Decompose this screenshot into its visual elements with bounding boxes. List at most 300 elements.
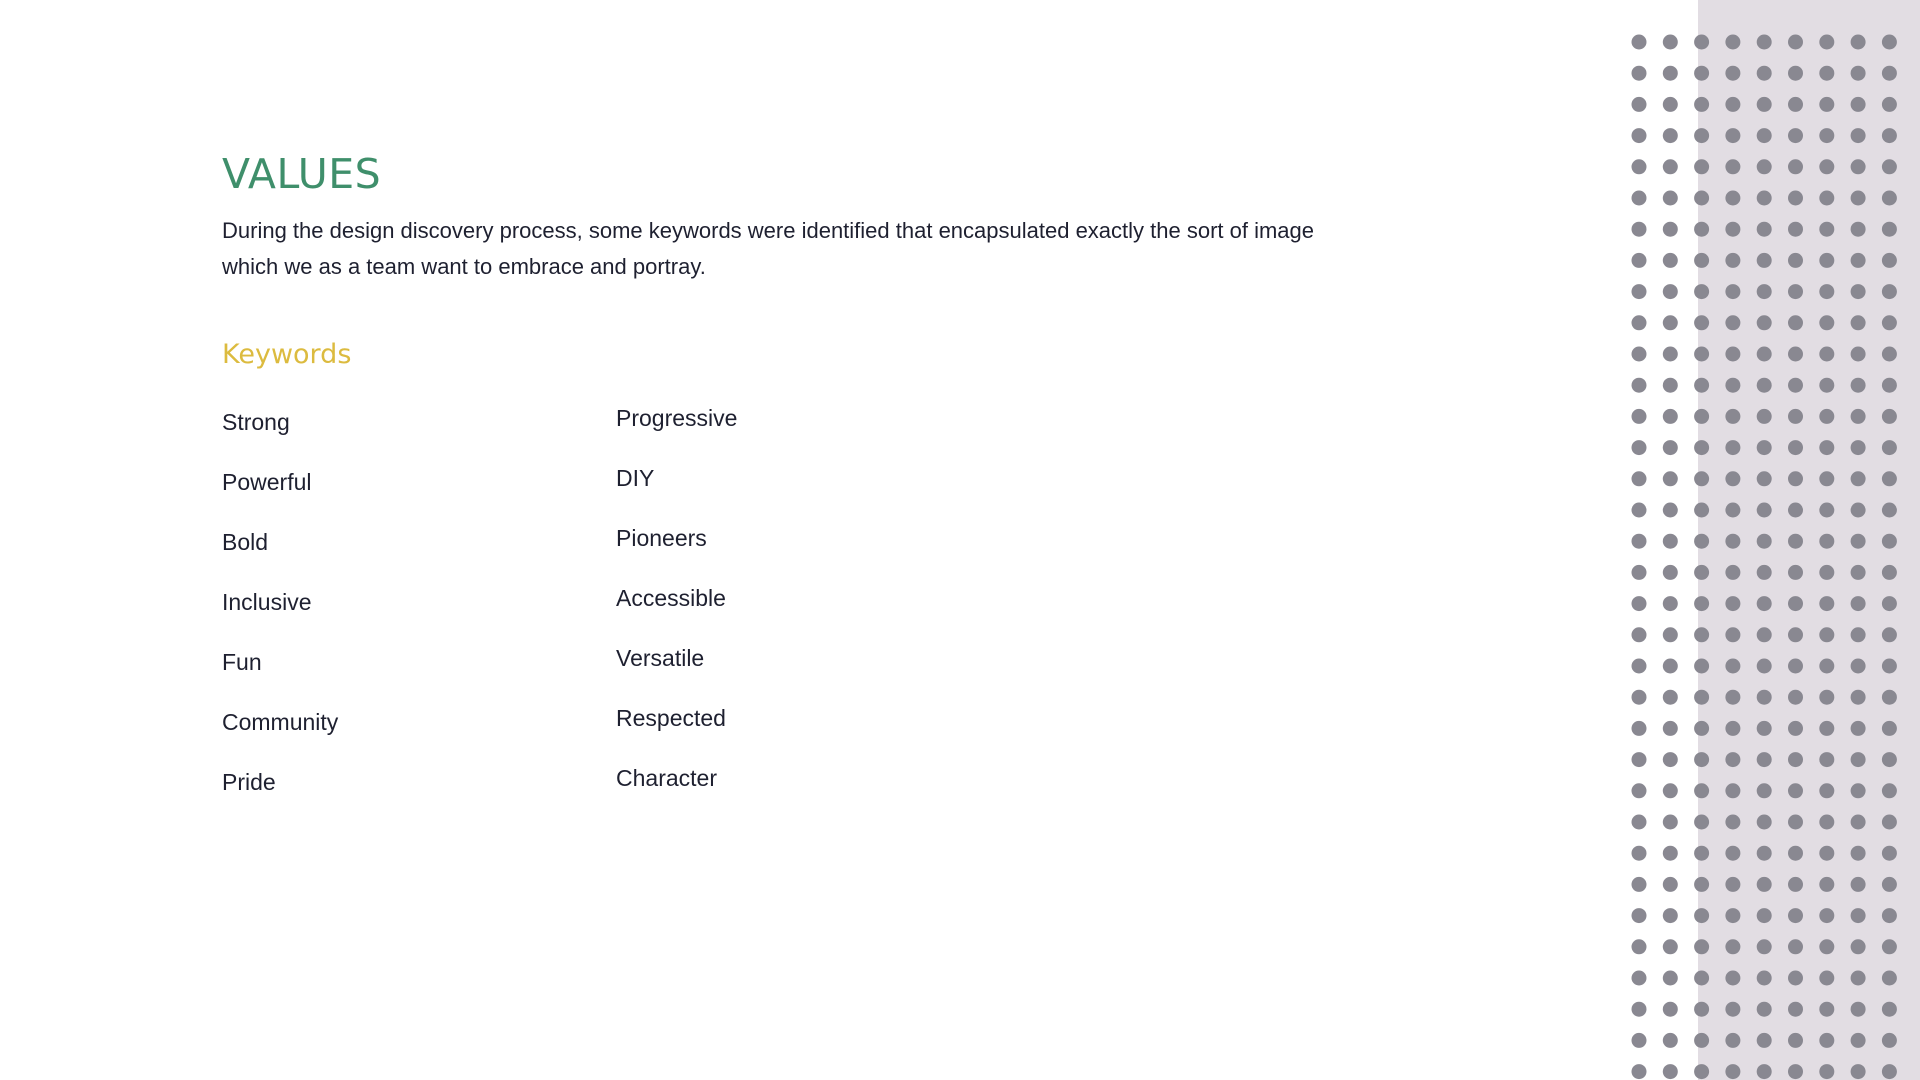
pattern-dot bbox=[1882, 191, 1897, 206]
pattern-dot bbox=[1663, 66, 1678, 81]
pattern-dot bbox=[1632, 1033, 1647, 1048]
pattern-dot bbox=[1851, 66, 1866, 81]
pattern-dot bbox=[1663, 815, 1678, 830]
pattern-dot bbox=[1694, 1064, 1709, 1079]
pattern-dot bbox=[1882, 783, 1897, 798]
pattern-dot bbox=[1757, 1002, 1772, 1017]
pattern-dot bbox=[1882, 503, 1897, 518]
pattern-dot bbox=[1632, 503, 1647, 518]
pattern-dot bbox=[1851, 534, 1866, 549]
pattern-dot bbox=[1851, 752, 1866, 767]
pattern-dot bbox=[1694, 1002, 1709, 1017]
pattern-dot bbox=[1882, 35, 1897, 50]
pattern-dot bbox=[1663, 503, 1678, 518]
pattern-dot bbox=[1851, 440, 1866, 455]
pattern-dot bbox=[1757, 222, 1772, 237]
pattern-dot bbox=[1757, 846, 1772, 861]
pattern-dot bbox=[1851, 191, 1866, 206]
pattern-dot bbox=[1725, 97, 1740, 112]
pattern-dot bbox=[1632, 222, 1647, 237]
pattern-dot bbox=[1819, 565, 1834, 580]
pattern-dot bbox=[1663, 659, 1678, 674]
pattern-dot bbox=[1694, 440, 1709, 455]
pattern-dot bbox=[1694, 66, 1709, 81]
pattern-dot bbox=[1882, 908, 1897, 923]
pattern-dot bbox=[1663, 315, 1678, 330]
pattern-dot bbox=[1725, 1033, 1740, 1048]
pattern-dot bbox=[1725, 783, 1740, 798]
pattern-dot bbox=[1632, 35, 1647, 50]
pattern-dot bbox=[1882, 128, 1897, 143]
pattern-dot bbox=[1757, 378, 1772, 393]
pattern-dot bbox=[1663, 378, 1678, 393]
pattern-dot bbox=[1851, 690, 1866, 705]
pattern-dot bbox=[1694, 159, 1709, 174]
pattern-dot bbox=[1632, 471, 1647, 486]
pattern-dot bbox=[1819, 253, 1834, 268]
keyword-item: Progressive bbox=[616, 405, 738, 431]
pattern-dot bbox=[1632, 846, 1647, 861]
pattern-dot bbox=[1788, 159, 1803, 174]
pattern-dot bbox=[1632, 752, 1647, 767]
keyword-item: Pioneers bbox=[616, 525, 707, 551]
pattern-dot bbox=[1663, 253, 1678, 268]
pattern-dot bbox=[1757, 97, 1772, 112]
pattern-dot bbox=[1757, 752, 1772, 767]
pattern-dot bbox=[1632, 253, 1647, 268]
pattern-dot bbox=[1788, 471, 1803, 486]
pattern-dot bbox=[1632, 908, 1647, 923]
pattern-dot bbox=[1819, 347, 1834, 362]
pattern-dot bbox=[1725, 627, 1740, 642]
pattern-dot bbox=[1788, 35, 1803, 50]
pattern-dot bbox=[1725, 66, 1740, 81]
pattern-dot bbox=[1632, 66, 1647, 81]
pattern-dot bbox=[1632, 347, 1647, 362]
pattern-dot bbox=[1725, 253, 1740, 268]
pattern-dot bbox=[1882, 690, 1897, 705]
pattern-dot bbox=[1851, 783, 1866, 798]
pattern-dot bbox=[1725, 1002, 1740, 1017]
pattern-dot bbox=[1725, 284, 1740, 299]
pattern-dot bbox=[1694, 815, 1709, 830]
pattern-dot bbox=[1819, 783, 1834, 798]
pattern-dot bbox=[1694, 565, 1709, 580]
pattern-dot bbox=[1725, 752, 1740, 767]
pattern-dot bbox=[1882, 159, 1897, 174]
pattern-dot bbox=[1819, 752, 1834, 767]
pattern-dot bbox=[1725, 534, 1740, 549]
pattern-dot bbox=[1819, 97, 1834, 112]
pattern-dot bbox=[1757, 128, 1772, 143]
pattern-dot bbox=[1694, 846, 1709, 861]
pattern-dot bbox=[1757, 284, 1772, 299]
pattern-dot bbox=[1757, 191, 1772, 206]
pattern-dot bbox=[1788, 939, 1803, 954]
pattern-dot bbox=[1882, 846, 1897, 861]
pattern-dot bbox=[1663, 752, 1678, 767]
pattern-dot bbox=[1851, 877, 1866, 892]
pattern-dot bbox=[1851, 128, 1866, 143]
pattern-dot bbox=[1851, 721, 1866, 736]
pattern-dot bbox=[1694, 284, 1709, 299]
pattern-dot bbox=[1663, 971, 1678, 986]
pattern-dot bbox=[1725, 315, 1740, 330]
intro-paragraph: During the design discovery process, some keywords were identified that encapsulated exactly the sort of image which we as a team want to embrace and portray. bbox=[222, 218, 1315, 279]
pattern-dot bbox=[1663, 939, 1678, 954]
keyword-item: Strong bbox=[222, 409, 290, 435]
pattern-dot bbox=[1819, 66, 1834, 81]
pattern-dot bbox=[1663, 908, 1678, 923]
pattern-dot bbox=[1725, 877, 1740, 892]
pattern-dot bbox=[1663, 284, 1678, 299]
pattern-dot bbox=[1694, 971, 1709, 986]
pattern-dot bbox=[1757, 596, 1772, 611]
keywords-heading: Keywords bbox=[222, 339, 352, 370]
pattern-dot bbox=[1851, 159, 1866, 174]
pattern-dot bbox=[1788, 815, 1803, 830]
pattern-dot bbox=[1882, 315, 1897, 330]
pattern-dot bbox=[1694, 659, 1709, 674]
pattern-dot bbox=[1819, 1064, 1834, 1079]
pattern-dot bbox=[1663, 97, 1678, 112]
pattern-dot bbox=[1788, 191, 1803, 206]
pattern-dot bbox=[1819, 534, 1834, 549]
pattern-dot bbox=[1694, 721, 1709, 736]
pattern-dot bbox=[1663, 191, 1678, 206]
pattern-dot bbox=[1757, 877, 1772, 892]
pattern-dot bbox=[1788, 97, 1803, 112]
pattern-dot bbox=[1725, 471, 1740, 486]
pattern-dot bbox=[1632, 440, 1647, 455]
keyword-item: Fun bbox=[222, 649, 262, 675]
pattern-dot bbox=[1757, 627, 1772, 642]
pattern-dot bbox=[1788, 440, 1803, 455]
pattern-dot bbox=[1819, 1033, 1834, 1048]
pattern-dot bbox=[1694, 128, 1709, 143]
pattern-dot bbox=[1788, 503, 1803, 518]
pattern-dot bbox=[1694, 1033, 1709, 1048]
pattern-dot bbox=[1851, 315, 1866, 330]
pattern-dot bbox=[1694, 939, 1709, 954]
pattern-dot bbox=[1632, 97, 1647, 112]
pattern-dot bbox=[1632, 128, 1647, 143]
pattern-dot bbox=[1757, 409, 1772, 424]
pattern-dot bbox=[1757, 315, 1772, 330]
pattern-dot bbox=[1757, 35, 1772, 50]
pattern-dot bbox=[1632, 627, 1647, 642]
pattern-dot bbox=[1663, 721, 1678, 736]
pattern-dot bbox=[1788, 409, 1803, 424]
pattern-dot bbox=[1819, 596, 1834, 611]
pattern-dot bbox=[1788, 846, 1803, 861]
pattern-dot bbox=[1663, 409, 1678, 424]
pattern-dot bbox=[1882, 1002, 1897, 1017]
pattern-dot bbox=[1725, 191, 1740, 206]
pattern-dot bbox=[1851, 627, 1866, 642]
pattern-dot bbox=[1788, 534, 1803, 549]
keyword-item: Character bbox=[616, 765, 717, 791]
pattern-dot bbox=[1663, 596, 1678, 611]
pattern-dot bbox=[1757, 908, 1772, 923]
pattern-dot bbox=[1788, 128, 1803, 143]
pattern-dot bbox=[1819, 503, 1834, 518]
pattern-dot bbox=[1757, 471, 1772, 486]
pattern-dot bbox=[1694, 97, 1709, 112]
pattern-dot bbox=[1694, 347, 1709, 362]
pattern-dot bbox=[1632, 659, 1647, 674]
pattern-dot bbox=[1819, 471, 1834, 486]
pattern-dot bbox=[1725, 721, 1740, 736]
pattern-dot bbox=[1819, 284, 1834, 299]
pattern-dot bbox=[1663, 690, 1678, 705]
pattern-dot bbox=[1757, 159, 1772, 174]
pattern-dot bbox=[1663, 1064, 1678, 1079]
pattern-dot bbox=[1663, 35, 1678, 50]
pattern-dot bbox=[1632, 159, 1647, 174]
pattern-dot bbox=[1819, 815, 1834, 830]
pattern-dot bbox=[1725, 440, 1740, 455]
pattern-dot bbox=[1663, 877, 1678, 892]
pattern-dot bbox=[1663, 159, 1678, 174]
pattern-dot bbox=[1757, 66, 1772, 81]
pattern-dot bbox=[1694, 409, 1709, 424]
keyword-item: DIY bbox=[616, 465, 655, 491]
pattern-dot bbox=[1882, 1064, 1897, 1079]
pattern-dot bbox=[1788, 596, 1803, 611]
pattern-dot bbox=[1757, 1033, 1772, 1048]
pattern-dot bbox=[1882, 659, 1897, 674]
pattern-dot bbox=[1851, 378, 1866, 393]
pattern-dot bbox=[1632, 315, 1647, 330]
pattern-dot bbox=[1632, 877, 1647, 892]
pattern-dot bbox=[1819, 159, 1834, 174]
pattern-dot bbox=[1819, 690, 1834, 705]
keyword-item: Versatile bbox=[616, 645, 705, 671]
pattern-dot bbox=[1694, 908, 1709, 923]
pattern-dot bbox=[1882, 284, 1897, 299]
pattern-dot bbox=[1725, 690, 1740, 705]
pattern-dot bbox=[1819, 222, 1834, 237]
pattern-dot bbox=[1725, 378, 1740, 393]
pattern-dot bbox=[1694, 315, 1709, 330]
pattern-dot bbox=[1632, 1002, 1647, 1017]
pattern-dot bbox=[1694, 690, 1709, 705]
pattern-dot bbox=[1632, 939, 1647, 954]
pattern-dot bbox=[1788, 315, 1803, 330]
pattern-dot bbox=[1882, 534, 1897, 549]
pattern-dot bbox=[1851, 222, 1866, 237]
pattern-dot bbox=[1819, 939, 1834, 954]
pattern-dot bbox=[1694, 627, 1709, 642]
pattern-dot bbox=[1788, 627, 1803, 642]
pattern-dot bbox=[1663, 534, 1678, 549]
pattern-dot bbox=[1819, 659, 1834, 674]
pattern-dot bbox=[1757, 659, 1772, 674]
pattern-dot bbox=[1882, 596, 1897, 611]
pattern-dot bbox=[1694, 471, 1709, 486]
pattern-dot bbox=[1632, 565, 1647, 580]
pattern-dot bbox=[1725, 846, 1740, 861]
pattern-dot bbox=[1882, 471, 1897, 486]
pattern-dot bbox=[1757, 1064, 1772, 1079]
pattern-dot bbox=[1882, 347, 1897, 362]
pattern-dot bbox=[1788, 752, 1803, 767]
pattern-dot bbox=[1757, 253, 1772, 268]
pattern-dot bbox=[1788, 222, 1803, 237]
pattern-dot bbox=[1851, 503, 1866, 518]
pattern-dot bbox=[1632, 596, 1647, 611]
pattern-dot bbox=[1663, 1033, 1678, 1048]
pattern-dot bbox=[1632, 284, 1647, 299]
keyword-item: Community bbox=[222, 709, 339, 735]
keyword-item: Pride bbox=[222, 769, 276, 795]
pattern-dot bbox=[1882, 752, 1897, 767]
pattern-dot bbox=[1851, 1002, 1866, 1017]
pattern-dot bbox=[1819, 1002, 1834, 1017]
pattern-dot bbox=[1757, 783, 1772, 798]
pattern-dot bbox=[1851, 347, 1866, 362]
pattern-dot bbox=[1851, 1033, 1866, 1048]
pattern-dot bbox=[1851, 596, 1866, 611]
pattern-dot bbox=[1757, 815, 1772, 830]
pattern-dot bbox=[1882, 971, 1897, 986]
keyword-item: Bold bbox=[222, 529, 269, 555]
pattern-dot bbox=[1851, 659, 1866, 674]
pattern-dot bbox=[1788, 66, 1803, 81]
pattern-dot bbox=[1757, 503, 1772, 518]
pattern-dot bbox=[1663, 783, 1678, 798]
pattern-dot bbox=[1882, 1033, 1897, 1048]
pattern-dot bbox=[1788, 1033, 1803, 1048]
pattern-dot bbox=[1663, 846, 1678, 861]
pattern-dot bbox=[1819, 191, 1834, 206]
pattern-dot bbox=[1851, 35, 1866, 50]
pattern-dot bbox=[1851, 409, 1866, 424]
pattern-dot bbox=[1882, 66, 1897, 81]
pattern-dot bbox=[1851, 939, 1866, 954]
pattern-dot bbox=[1851, 971, 1866, 986]
pattern-dot bbox=[1757, 690, 1772, 705]
pattern-dot bbox=[1882, 97, 1897, 112]
pattern-dot bbox=[1882, 222, 1897, 237]
pattern-dot bbox=[1725, 815, 1740, 830]
pattern-dot bbox=[1851, 253, 1866, 268]
pattern-dot bbox=[1788, 971, 1803, 986]
pattern-dot bbox=[1725, 596, 1740, 611]
pattern-dot bbox=[1882, 253, 1897, 268]
pattern-dot bbox=[1851, 471, 1866, 486]
pattern-dot bbox=[1819, 846, 1834, 861]
pattern-dot bbox=[1882, 627, 1897, 642]
pattern-dot bbox=[1819, 35, 1834, 50]
pattern-dot bbox=[1632, 378, 1647, 393]
pattern-dot bbox=[1725, 159, 1740, 174]
pattern-dot bbox=[1882, 877, 1897, 892]
pattern-dot bbox=[1882, 440, 1897, 455]
pattern-dot bbox=[1632, 1064, 1647, 1079]
pattern-dot bbox=[1632, 191, 1647, 206]
pattern-dot bbox=[1851, 1064, 1866, 1079]
pattern-dot bbox=[1725, 503, 1740, 518]
pattern-dot bbox=[1819, 378, 1834, 393]
pattern-dot bbox=[1632, 409, 1647, 424]
pattern-dot bbox=[1851, 284, 1866, 299]
pattern-dot bbox=[1663, 565, 1678, 580]
pattern-dot bbox=[1694, 253, 1709, 268]
pattern-dot bbox=[1725, 565, 1740, 580]
pattern-dot bbox=[1882, 565, 1897, 580]
pattern-dot bbox=[1788, 378, 1803, 393]
pattern-dot bbox=[1694, 378, 1709, 393]
pattern-dot bbox=[1632, 721, 1647, 736]
pattern-dot bbox=[1851, 565, 1866, 580]
pattern-dot bbox=[1788, 877, 1803, 892]
pattern-dot bbox=[1819, 971, 1834, 986]
pattern-dot bbox=[1819, 721, 1834, 736]
pattern-dot bbox=[1851, 846, 1866, 861]
pattern-dot bbox=[1788, 565, 1803, 580]
pattern-dot bbox=[1819, 908, 1834, 923]
pattern-dot bbox=[1632, 534, 1647, 549]
pattern-dot bbox=[1882, 939, 1897, 954]
pattern-dot bbox=[1757, 721, 1772, 736]
pattern-dot bbox=[1819, 128, 1834, 143]
keyword-item: Powerful bbox=[222, 469, 312, 495]
pattern-dot bbox=[1694, 35, 1709, 50]
keyword-item: Inclusive bbox=[222, 589, 312, 615]
pattern-dot bbox=[1725, 939, 1740, 954]
pattern-dot bbox=[1694, 191, 1709, 206]
pattern-dot bbox=[1757, 565, 1772, 580]
pattern-dot bbox=[1725, 908, 1740, 923]
pattern-dot bbox=[1757, 939, 1772, 954]
pattern-dot bbox=[1663, 471, 1678, 486]
pattern-dot bbox=[1725, 222, 1740, 237]
pattern-dot bbox=[1819, 409, 1834, 424]
pattern-dot bbox=[1851, 815, 1866, 830]
pattern-dot bbox=[1725, 347, 1740, 362]
pattern-dot bbox=[1725, 35, 1740, 50]
pattern-dot bbox=[1694, 534, 1709, 549]
pattern-dot bbox=[1632, 815, 1647, 830]
pattern-dot bbox=[1788, 690, 1803, 705]
pattern-dot bbox=[1663, 1002, 1678, 1017]
pattern-dot bbox=[1725, 971, 1740, 986]
pattern-dot bbox=[1882, 815, 1897, 830]
pattern-dot bbox=[1632, 690, 1647, 705]
pattern-dot bbox=[1725, 409, 1740, 424]
pattern-dot bbox=[1851, 97, 1866, 112]
pattern-dot bbox=[1788, 908, 1803, 923]
pattern-dot bbox=[1788, 1002, 1803, 1017]
keyword-item: Respected bbox=[616, 705, 726, 731]
pattern-dot bbox=[1882, 378, 1897, 393]
page-title: VALUES bbox=[222, 150, 382, 198]
pattern-dot bbox=[1851, 908, 1866, 923]
pattern-dot bbox=[1694, 503, 1709, 518]
pattern-dot bbox=[1663, 440, 1678, 455]
pattern-dot bbox=[1663, 627, 1678, 642]
pattern-dot bbox=[1819, 877, 1834, 892]
pattern-dot bbox=[1632, 971, 1647, 986]
pattern-dot bbox=[1788, 1064, 1803, 1079]
pattern-dot bbox=[1757, 347, 1772, 362]
pattern-dot bbox=[1663, 222, 1678, 237]
pattern-dot bbox=[1725, 1064, 1740, 1079]
pattern-dot bbox=[1694, 752, 1709, 767]
pattern-dot bbox=[1882, 721, 1897, 736]
